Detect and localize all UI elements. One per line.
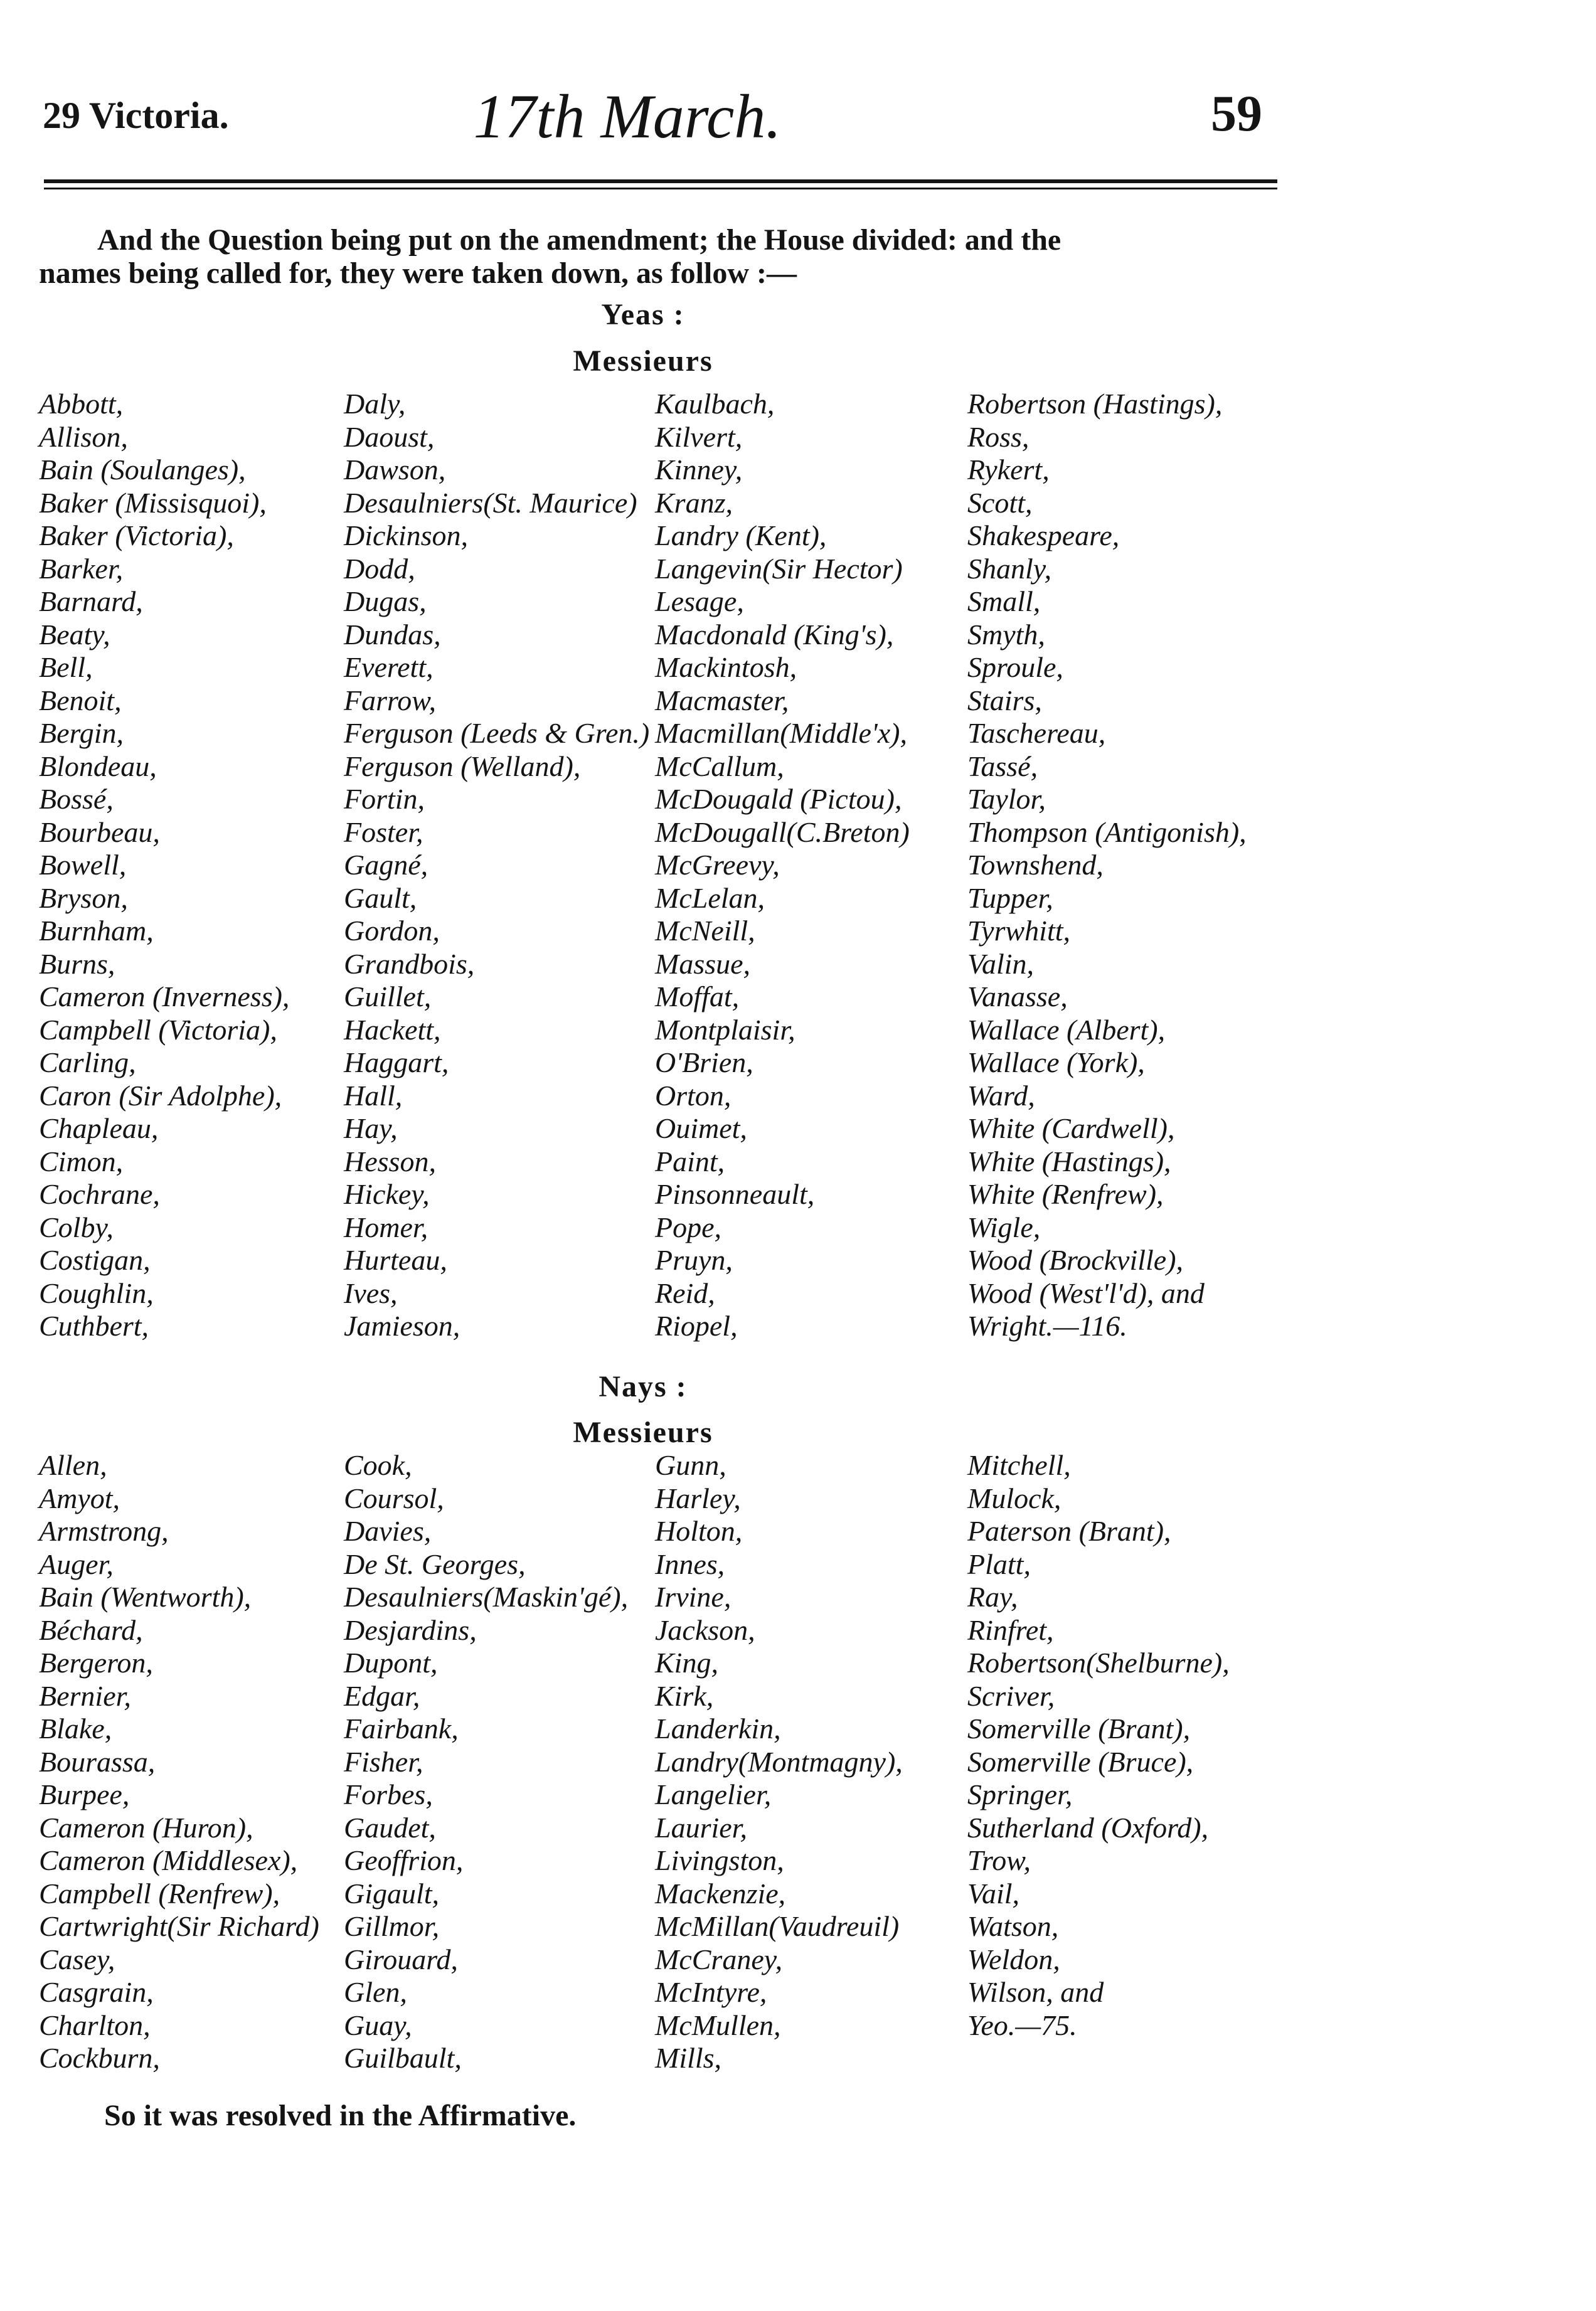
member-name: Shakespeare, (967, 519, 1120, 551)
member-name: Jamieson, (344, 1310, 460, 1342)
member-name: Bell, (39, 651, 93, 683)
intro-line-1: And the Question being put on the amendment; the House divided: and the (97, 223, 1061, 257)
member-name: Hackett, (344, 1013, 441, 1046)
nays-column-2 (344, 1449, 628, 2075)
member-name: Costigan, (39, 1244, 151, 1276)
nays-column-1 (39, 1449, 319, 2075)
member-name: Bernier, (39, 1679, 131, 1712)
member-name: Burnham, (39, 915, 154, 947)
member-name: Hurteau, (344, 1244, 447, 1276)
member-name: Gunn, (655, 1449, 726, 1481)
member-name: Rykert, (967, 454, 1050, 486)
member-name: Landry(Montmagny), (655, 1745, 903, 1778)
member-name: Hesson, (344, 1145, 436, 1177)
regnal-year: 29 Victoria. (43, 95, 229, 136)
member-name: Landry (Kent), (655, 519, 827, 551)
member-name: Reid, (655, 1277, 715, 1309)
member-name: Bourbeau, (39, 815, 160, 848)
member-name: McIntyre, (655, 1976, 767, 2008)
member-name: Shanly, (967, 552, 1052, 585)
member-name: Vanasse, (967, 980, 1068, 1012)
member-name: Bain (Wentworth), (39, 1581, 252, 1613)
header-rule-thick (44, 179, 1277, 183)
member-name: Allen, (39, 1449, 107, 1481)
member-name: King, (655, 1647, 718, 1679)
member-name: McCraney, (655, 1943, 783, 1975)
member-name: Mitchell, (967, 1449, 1071, 1481)
member-name: Bergin, (39, 717, 124, 749)
member-name: Macmaster, (655, 684, 789, 716)
member-name: McNeill, (655, 915, 755, 947)
member-name: Taylor, (967, 783, 1046, 815)
member-name: Cook, (344, 1449, 412, 1481)
member-name: Ferguson (Leeds & Gren.) (344, 717, 650, 749)
member-name: Allison, (39, 420, 128, 453)
member-name: McMullen, (655, 2009, 781, 2041)
member-name: Desaulniers(St. Maurice) (344, 486, 637, 519)
member-name: McLelan, (655, 881, 765, 914)
member-name: Beaty, (39, 618, 110, 651)
member-name: Pope, (655, 1211, 722, 1243)
member-name: Paint, (655, 1145, 725, 1177)
member-name: Casey, (39, 1943, 115, 1975)
member-name: Mackintosh, (655, 651, 797, 683)
member-name: Benoit, (39, 684, 122, 716)
nays-subheading: Messieurs (573, 1416, 713, 1449)
member-name: Cochrane, (39, 1178, 160, 1210)
member-name: Wood (Brockville), (967, 1244, 1184, 1276)
member-name: McDougall(C.Breton) (655, 815, 910, 848)
member-name: Amyot, (39, 1482, 120, 1514)
member-name: Daly, (344, 388, 406, 420)
member-name: Coursol, (344, 1482, 444, 1514)
yeas-column-2 (344, 388, 649, 1343)
member-name: Robertson(Shelburne), (967, 1647, 1230, 1679)
member-name: Platt, (967, 1548, 1031, 1580)
resolution-statement: So it was resolved in the Affirmative. (104, 2099, 577, 2132)
member-name: Barker, (39, 552, 124, 585)
member-name: Riopel, (655, 1310, 738, 1342)
member-name: Wallace (Albert), (967, 1013, 1166, 1046)
member-name: Ferguson (Welland), (344, 750, 581, 782)
member-name: Charlton, (39, 2009, 151, 2041)
member-name: Dawson, (344, 454, 446, 486)
member-name: White (Cardwell), (967, 1112, 1175, 1144)
member-name: Macdonald (King's), (655, 618, 894, 651)
member-name: Colby, (39, 1211, 114, 1243)
member-name: Springer, (967, 1778, 1073, 1810)
member-name: Holton, (655, 1515, 743, 1547)
member-name: Béchard, (39, 1613, 143, 1646)
member-name: Desaulniers(Maskin'gé), (344, 1581, 629, 1613)
member-name: Fortin, (344, 783, 425, 815)
member-name: Dundas, (344, 618, 441, 651)
member-name: Yeo.—75. (967, 2009, 1077, 2041)
member-name: Hay, (344, 1112, 398, 1144)
nays-column-4 (967, 1449, 1230, 2042)
member-name: Davies, (344, 1515, 432, 1547)
member-name: White (Hastings), (967, 1145, 1171, 1177)
member-name: Tyrwhitt, (967, 915, 1071, 947)
member-name: Geoffrion, (344, 1844, 464, 1876)
member-name: Smyth, (967, 618, 1045, 651)
member-name: Cimon, (39, 1145, 124, 1177)
member-name: Girouard, (344, 1943, 458, 1975)
member-name: Coughlin, (39, 1277, 154, 1309)
member-name: Wright.—116. (967, 1310, 1127, 1342)
member-name: Langelier, (655, 1778, 772, 1810)
member-name: Bain (Soulanges), (39, 454, 246, 486)
member-name: McGreevy, (655, 849, 780, 881)
member-name: McCallum, (655, 750, 784, 782)
member-name: Homer, (344, 1211, 428, 1243)
member-name: Cuthbert, (39, 1310, 149, 1342)
member-name: Haggart, (344, 1046, 449, 1078)
member-name: Hickey, (344, 1178, 430, 1210)
member-name: Everett, (344, 651, 434, 683)
member-name: Hall, (344, 1079, 403, 1112)
member-name: Montplaisir, (655, 1013, 795, 1046)
member-name: Dugas, (344, 585, 427, 617)
member-name: Wood (West'l'd), and (967, 1277, 1205, 1309)
member-name: McMillan(Vaudreuil) (655, 1910, 900, 1942)
member-name: Ross, (967, 420, 1029, 453)
member-name: Cameron (Middlesex), (39, 1844, 298, 1876)
member-name: Moffat, (655, 980, 740, 1012)
member-name: Kranz, (655, 486, 733, 519)
yeas-heading: Yeas : (601, 298, 685, 331)
member-name: Wigle, (967, 1211, 1041, 1243)
page-date: 17th March. (473, 82, 782, 151)
member-name: Harley, (655, 1482, 741, 1514)
member-name: Vail, (967, 1877, 1020, 1910)
member-name: Cameron (Huron), (39, 1811, 253, 1844)
member-name: White (Renfrew), (967, 1178, 1164, 1210)
yeas-column-1 (39, 388, 289, 1343)
member-name: Mulock, (967, 1482, 1061, 1514)
member-name: Fairbank, (344, 1713, 459, 1745)
member-name: Irvine, (655, 1581, 732, 1613)
member-name: Barnard, (39, 585, 143, 617)
member-name: Cameron (Inverness), (39, 980, 290, 1012)
member-name: Sutherland (Oxford), (967, 1811, 1209, 1844)
member-name: Townshend, (967, 849, 1104, 881)
member-name: Foster, (344, 815, 423, 848)
member-name: Daoust, (344, 420, 435, 453)
member-name: Weldon, (967, 1943, 1060, 1975)
member-name: Desjardins, (344, 1613, 477, 1646)
page-number: 59 (1211, 85, 1262, 142)
yeas-column-3 (655, 388, 910, 1343)
member-name: Wilson, and (967, 1976, 1104, 2008)
member-name: Langevin(Sir Hector) (655, 552, 903, 585)
member-name: Gagné, (344, 849, 428, 881)
member-name: Campbell (Victoria), (39, 1013, 277, 1046)
member-name: Thompson (Antigonish), (967, 815, 1247, 848)
member-name: Casgrain, (39, 1976, 154, 2008)
member-name: Bossé, (39, 783, 114, 815)
member-name: Lesage, (655, 585, 744, 617)
member-name: Chapleau, (39, 1112, 159, 1144)
member-name: Cockburn, (39, 2042, 160, 2074)
member-name: Somerville (Bruce), (967, 1745, 1194, 1778)
member-name: Guay, (344, 2009, 412, 2041)
member-name: Stairs, (967, 684, 1042, 716)
member-name: Orton, (655, 1079, 732, 1112)
member-name: Auger, (39, 1548, 114, 1580)
member-name: Taschereau, (967, 717, 1106, 749)
nays-column-3 (655, 1449, 903, 2075)
member-name: Bowell, (39, 849, 127, 881)
member-name: Kirk, (655, 1679, 714, 1712)
member-name: Guillet, (344, 980, 432, 1012)
member-name: Mackenzie, (655, 1877, 786, 1910)
member-name: Laurier, (655, 1811, 747, 1844)
member-name: Landerkin, (655, 1713, 781, 1745)
member-name: Valin, (967, 947, 1035, 980)
member-name: Jackson, (655, 1613, 755, 1646)
member-name: Ray, (967, 1581, 1018, 1613)
member-name: Massue, (655, 947, 751, 980)
member-name: Baker (Victoria), (39, 519, 234, 551)
member-name: Small, (967, 585, 1041, 617)
member-name: Baker (Missisquoi), (39, 486, 267, 519)
member-name: De St. Georges, (344, 1548, 526, 1580)
member-name: McDougald (Pictou), (655, 783, 902, 815)
member-name: Caron (Sir Adolphe), (39, 1079, 282, 1112)
member-name: Mills, (655, 2042, 722, 2074)
member-name: Rinfret, (967, 1613, 1054, 1646)
yeas-subheading: Messieurs (573, 344, 713, 378)
member-name: Robertson (Hastings), (967, 388, 1223, 420)
member-name: Armstrong, (39, 1515, 169, 1547)
header-rule-thin (44, 188, 1277, 189)
member-name: Pruyn, (655, 1244, 733, 1276)
member-name: Ives, (344, 1277, 398, 1309)
member-name: Trow, (967, 1844, 1031, 1876)
member-name: Carling, (39, 1046, 136, 1078)
member-name: Scriver, (967, 1679, 1055, 1712)
member-name: Gillmor, (344, 1910, 440, 1942)
member-name: O'Brien, (655, 1046, 753, 1078)
member-name: Gigault, (344, 1877, 440, 1910)
member-name: Watson, (967, 1910, 1059, 1942)
member-name: Burpee, (39, 1778, 130, 1810)
member-name: Innes, (655, 1548, 725, 1580)
member-name: Paterson (Brant), (967, 1515, 1171, 1547)
member-name: Dodd, (344, 552, 415, 585)
member-name: Bourassa, (39, 1745, 156, 1778)
member-name: Guilbault, (344, 2042, 462, 2074)
member-name: Campbell (Renfrew), (39, 1877, 280, 1910)
member-name: Ward, (967, 1079, 1035, 1112)
member-name: Cartwright(Sir Richard) (39, 1910, 319, 1942)
member-name: Abbott, (39, 388, 124, 420)
nays-heading: Nays : (598, 1370, 688, 1403)
yeas-column-4 (967, 388, 1247, 1343)
member-name: Glen, (344, 1976, 407, 2008)
intro-line-2: names being called for, they were taken down, as follow :— (39, 257, 797, 290)
member-name: Kinney, (655, 454, 743, 486)
member-name: Forbes, (344, 1778, 433, 1810)
member-name: Scott, (967, 486, 1033, 519)
member-name: Kilvert, (655, 420, 743, 453)
member-name: Edgar, (344, 1679, 420, 1712)
member-name: Fisher, (344, 1745, 423, 1778)
member-name: Somerville (Brant), (967, 1713, 1191, 1745)
member-name: Ouimet, (655, 1112, 747, 1144)
member-name: Wallace (York), (967, 1046, 1145, 1078)
page-header (0, 80, 1596, 149)
member-name: Bergeron, (39, 1647, 153, 1679)
member-name: Farrow, (344, 684, 436, 716)
member-name: Burns, (39, 947, 115, 980)
member-name: Blondeau, (39, 750, 157, 782)
member-name: Grandbois, (344, 947, 475, 980)
member-name: Gaudet, (344, 1811, 436, 1844)
member-name: Gordon, (344, 915, 440, 947)
member-name: Tupper, (967, 881, 1053, 914)
member-name: Pinsonneault, (655, 1178, 815, 1210)
member-name: Bryson, (39, 881, 128, 914)
member-name: Livingston, (655, 1844, 784, 1876)
member-name: Kaulbach, (655, 388, 775, 420)
member-name: Blake, (39, 1713, 112, 1745)
member-name: Dickinson, (344, 519, 469, 551)
member-name: Gault, (344, 881, 417, 914)
member-name: Macmillan(Middle'x), (655, 717, 907, 749)
member-name: Tassé, (967, 750, 1038, 782)
member-name: Sproule, (967, 651, 1063, 683)
member-name: Dupont, (344, 1647, 438, 1679)
